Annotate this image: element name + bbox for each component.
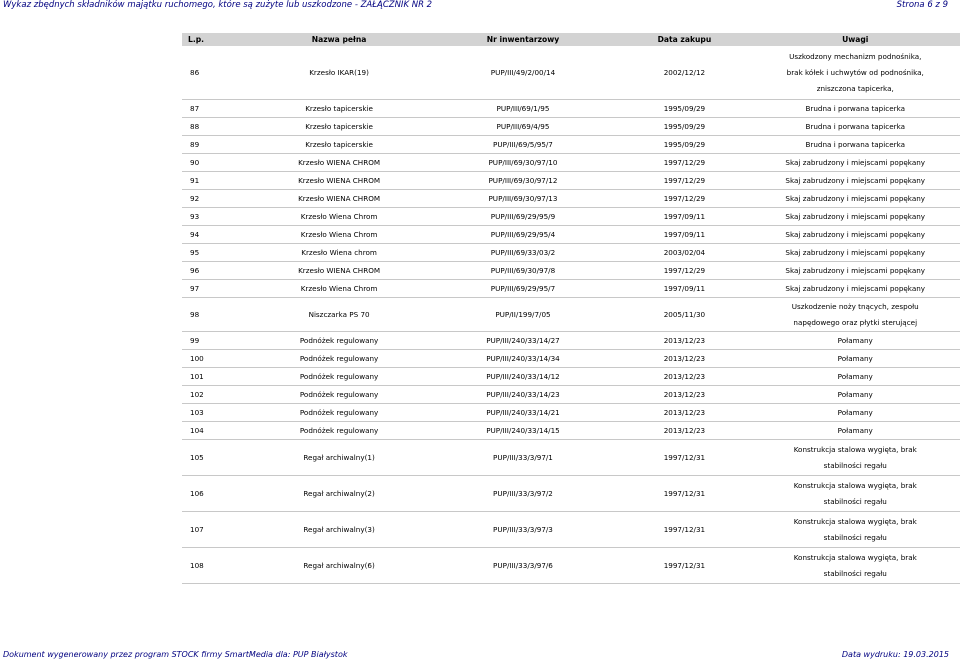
table-row xyxy=(182,476,960,512)
table-row xyxy=(182,244,960,262)
notes-line: Konstrukcja stalowa wygięta, brak xyxy=(793,444,917,454)
table-row xyxy=(182,512,960,548)
cell-inventory-number: PUP/III/69/29/95/9 xyxy=(428,208,619,226)
cell-notes xyxy=(751,154,960,172)
cell-lp: 88 xyxy=(182,118,251,136)
cell-inventory-number: PUP/III/240/33/14/12 xyxy=(428,368,619,386)
cell-purchase-date: 2013/12/23 xyxy=(618,404,750,422)
cell-notes xyxy=(751,422,960,440)
table-row xyxy=(182,172,960,190)
table-row xyxy=(182,154,960,172)
table-row xyxy=(182,422,960,440)
cell-inventory-number: PUP/III/240/33/14/34 xyxy=(428,350,619,368)
cell-lp: 99 xyxy=(182,332,251,350)
cell-inventory-number: PUP/III/240/33/14/23 xyxy=(428,386,619,404)
notes-line: Skaj zabrudzony i miejscami popękany xyxy=(785,157,926,167)
notes-line: Połamany xyxy=(837,335,873,345)
column-header-notes: Uwagi xyxy=(751,33,960,46)
cell-name: Krzesło tapicerskie xyxy=(251,118,428,136)
notes-line: Połamany xyxy=(837,407,873,417)
cell-inventory-number: PUP/III/69/1/95 xyxy=(428,100,619,118)
cell-purchase-date: 1995/09/29 xyxy=(618,118,750,136)
table-row xyxy=(182,404,960,422)
cell-lp: 87 xyxy=(182,100,251,118)
cell-notes xyxy=(751,332,960,350)
cell-name: Podnóżek regulowany xyxy=(251,368,428,386)
table-header-row xyxy=(182,33,960,46)
cell-lp: 92 xyxy=(182,190,251,208)
cell-purchase-date: 1997/12/31 xyxy=(618,548,750,584)
cell-notes xyxy=(751,368,960,386)
table-row xyxy=(182,350,960,368)
cell-notes xyxy=(751,172,960,190)
column-header-name: Nazwa pełna xyxy=(251,33,428,46)
cell-lp: 107 xyxy=(182,512,251,548)
cell-name: Krzesło WIENA CHROM xyxy=(251,172,428,190)
cell-purchase-date: 2013/12/23 xyxy=(618,350,750,368)
notes-line: Skaj zabrudzony i miejscami popękany xyxy=(785,283,926,293)
cell-inventory-number: PUP/III/69/30/97/13 xyxy=(428,190,619,208)
notes-line: stabilności regału xyxy=(823,532,887,542)
cell-inventory-number: PUP/III/49/2/00/14 xyxy=(428,46,619,100)
cell-lp: 103 xyxy=(182,404,251,422)
cell-purchase-date: 2013/12/23 xyxy=(618,368,750,386)
cell-purchase-date: 2013/12/23 xyxy=(618,422,750,440)
cell-notes xyxy=(751,136,960,154)
cell-purchase-date: 1997/09/11 xyxy=(618,280,750,298)
notes-line: Skaj zabrudzony i miejscami popękany xyxy=(785,211,926,221)
table-row xyxy=(182,548,960,584)
cell-notes xyxy=(751,208,960,226)
notes-line: napędowego oraz płytki sterującej xyxy=(793,317,918,327)
cell-lp: 86 xyxy=(182,46,251,100)
cell-purchase-date: 1997/12/29 xyxy=(618,172,750,190)
cell-inventory-number: PUP/III/69/4/95 xyxy=(428,118,619,136)
cell-purchase-date: 1997/12/31 xyxy=(618,512,750,548)
cell-name: Krzesło Wiena Chrom xyxy=(251,208,428,226)
notes-line: Brudna i porwana tapicerka xyxy=(805,121,906,131)
notes-line: brak kółek i uchwytów od podnośnika, xyxy=(786,67,924,77)
notes-line: Konstrukcja stalowa wygięta, brak xyxy=(793,480,917,490)
cell-inventory-number: PUP/III/33/3/97/6 xyxy=(428,548,619,584)
table-row xyxy=(182,386,960,404)
cell-name: Krzesło IKAR(19) xyxy=(251,46,428,100)
cell-notes xyxy=(751,280,960,298)
cell-lp: 100 xyxy=(182,350,251,368)
cell-purchase-date: 2013/12/23 xyxy=(618,332,750,350)
table-row xyxy=(182,280,960,298)
cell-inventory-number: PUP/III/69/5/95/7 xyxy=(428,136,619,154)
cell-purchase-date: 1997/12/31 xyxy=(618,440,750,476)
inventory-table xyxy=(182,33,960,584)
table-row xyxy=(182,208,960,226)
notes-line: stabilności regału xyxy=(823,568,887,578)
cell-name: Regał archiwalny(2) xyxy=(251,476,428,512)
notes-line: Brudna i porwana tapicerka xyxy=(805,103,906,113)
cell-purchase-date: 1997/12/29 xyxy=(618,190,750,208)
cell-notes xyxy=(751,226,960,244)
cell-notes xyxy=(751,440,960,476)
cell-inventory-number: PUP/III/69/29/95/7 xyxy=(428,280,619,298)
cell-notes xyxy=(751,404,960,422)
cell-lp: 102 xyxy=(182,386,251,404)
cell-notes xyxy=(751,100,960,118)
notes-line: Połamany xyxy=(837,371,873,381)
table-row xyxy=(182,226,960,244)
cell-notes xyxy=(751,190,960,208)
notes-line: Brudna i porwana tapicerka xyxy=(805,139,906,149)
notes-line: Skaj zabrudzony i miejscami popękany xyxy=(785,229,926,239)
column-header-inventory-number: Nr inwentarzowy xyxy=(428,33,619,46)
cell-purchase-date: 2003/02/04 xyxy=(618,244,750,262)
cell-inventory-number: PUP/III/69/33/03/2 xyxy=(428,244,619,262)
table-row xyxy=(182,46,960,100)
cell-name: Krzesło WIENA CHROM xyxy=(251,262,428,280)
cell-inventory-number: PUP/II/199/7/05 xyxy=(428,298,619,332)
cell-lp: 101 xyxy=(182,368,251,386)
notes-line: Skaj zabrudzony i miejscami popękany xyxy=(785,247,926,257)
notes-line: Konstrukcja stalowa wygięta, brak xyxy=(793,516,917,526)
cell-purchase-date: 1995/09/29 xyxy=(618,100,750,118)
cell-lp: 94 xyxy=(182,226,251,244)
cell-inventory-number: PUP/III/240/33/14/15 xyxy=(428,422,619,440)
table-row xyxy=(182,190,960,208)
cell-purchase-date: 1995/09/29 xyxy=(618,136,750,154)
cell-purchase-date: 1997/12/29 xyxy=(618,262,750,280)
cell-lp: 97 xyxy=(182,280,251,298)
cell-inventory-number: PUP/III/69/29/95/4 xyxy=(428,226,619,244)
cell-notes xyxy=(751,548,960,584)
table-row xyxy=(182,368,960,386)
cell-lp: 95 xyxy=(182,244,251,262)
cell-purchase-date: 1997/09/11 xyxy=(618,226,750,244)
table-row xyxy=(182,118,960,136)
table-row xyxy=(182,298,960,332)
cell-name: Krzesło Wiena Chrom xyxy=(251,226,428,244)
notes-line: stabilności regału xyxy=(823,460,887,470)
cell-name: Krzesło tapicerskie xyxy=(251,100,428,118)
column-header-purchase-date: Data zakupu xyxy=(618,33,750,46)
cell-purchase-date: 2013/12/23 xyxy=(618,386,750,404)
cell-notes xyxy=(751,46,960,100)
cell-lp: 104 xyxy=(182,422,251,440)
cell-name: Krzesło Wiena Chrom xyxy=(251,280,428,298)
cell-name: Krzesło Wiena chrom xyxy=(251,244,428,262)
cell-inventory-number: PUP/III/69/30/97/12 xyxy=(428,172,619,190)
cell-name: Podnóżek regulowany xyxy=(251,386,428,404)
cell-name: Regał archiwalny(6) xyxy=(251,548,428,584)
notes-line: Połamany xyxy=(837,353,873,363)
cell-notes xyxy=(751,386,960,404)
notes-line: Uszkodzenie noży tnących, zespołu xyxy=(791,301,919,311)
cell-inventory-number: PUP/III/240/33/14/27 xyxy=(428,332,619,350)
table-row xyxy=(182,332,960,350)
cell-name: Regał archiwalny(3) xyxy=(251,512,428,548)
cell-lp: 108 xyxy=(182,548,251,584)
table-row xyxy=(182,262,960,280)
cell-purchase-date: 1997/09/11 xyxy=(618,208,750,226)
footer-generated-by: Dokument wygenerowany przez program STOCK firmy SmartMedia dla: PUP Białystok xyxy=(3,650,348,659)
notes-line: Skaj zabrudzony i miejscami popękany xyxy=(785,175,926,185)
cell-inventory-number: PUP/III/33/3/97/1 xyxy=(428,440,619,476)
cell-purchase-date: 1997/12/29 xyxy=(618,154,750,172)
cell-inventory-number: PUP/III/69/30/97/8 xyxy=(428,262,619,280)
cell-notes xyxy=(751,476,960,512)
cell-purchase-date: 1997/12/31 xyxy=(618,476,750,512)
cell-name: Krzesło WIENA CHROM xyxy=(251,190,428,208)
cell-name: Niszczarka PS 70 xyxy=(251,298,428,332)
cell-lp: 106 xyxy=(182,476,251,512)
cell-name: Krzesło WIENA CHROM xyxy=(251,154,428,172)
cell-notes xyxy=(751,118,960,136)
table-row xyxy=(182,136,960,154)
cell-notes xyxy=(751,244,960,262)
cell-lp: 98 xyxy=(182,298,251,332)
cell-notes xyxy=(751,512,960,548)
notes-line: Skaj zabrudzony i miejscami popękany xyxy=(785,193,926,203)
cell-inventory-number: PUP/III/240/33/14/21 xyxy=(428,404,619,422)
table-row xyxy=(182,440,960,476)
cell-inventory-number: PUP/III/69/30/97/10 xyxy=(428,154,619,172)
notes-line: Połamany xyxy=(837,425,873,435)
cell-name: Podnóżek regulowany xyxy=(251,350,428,368)
cell-lp: 96 xyxy=(182,262,251,280)
notes-line: Uszkodzony mechanizm podnośnika, xyxy=(789,51,922,61)
cell-notes xyxy=(751,298,960,332)
cell-inventory-number: PUP/III/33/3/97/3 xyxy=(428,512,619,548)
cell-lp: 105 xyxy=(182,440,251,476)
cell-purchase-date: 2005/11/30 xyxy=(618,298,750,332)
notes-line: stabilności regału xyxy=(823,496,887,506)
footer-print-date: Data wydruku: 19.03.2015 xyxy=(841,650,949,659)
cell-name: Podnóżek regulowany xyxy=(251,332,428,350)
notes-line: Skaj zabrudzony i miejscami popękany xyxy=(785,265,926,275)
cell-name: Krzesło tapicerskie xyxy=(251,136,428,154)
cell-lp: 89 xyxy=(182,136,251,154)
cell-inventory-number: PUP/III/33/3/97/2 xyxy=(428,476,619,512)
cell-name: Podnóżek regulowany xyxy=(251,404,428,422)
notes-line: Połamany xyxy=(837,389,873,399)
column-header-lp: L.p. xyxy=(182,33,251,46)
cell-notes xyxy=(751,262,960,280)
cell-name: Podnóżek regulowany xyxy=(251,422,428,440)
cell-purchase-date: 2002/12/12 xyxy=(618,46,750,100)
cell-notes xyxy=(751,350,960,368)
table-row xyxy=(182,100,960,118)
notes-line: zniszczona tapicerka, xyxy=(816,83,894,93)
document-title: Wykaz zbędnych składników majątku ruchomego, które są zużyte lub uszkodzone - ZAŁĄCZNIK NR 2 xyxy=(3,0,433,10)
page-indicator: Strona 6 z 9 xyxy=(896,0,948,10)
cell-lp: 93 xyxy=(182,208,251,226)
notes-line: Konstrukcja stalowa wygięta, brak xyxy=(793,552,917,562)
cell-lp: 90 xyxy=(182,154,251,172)
cell-lp: 91 xyxy=(182,172,251,190)
cell-name: Regał archiwalny(1) xyxy=(251,440,428,476)
